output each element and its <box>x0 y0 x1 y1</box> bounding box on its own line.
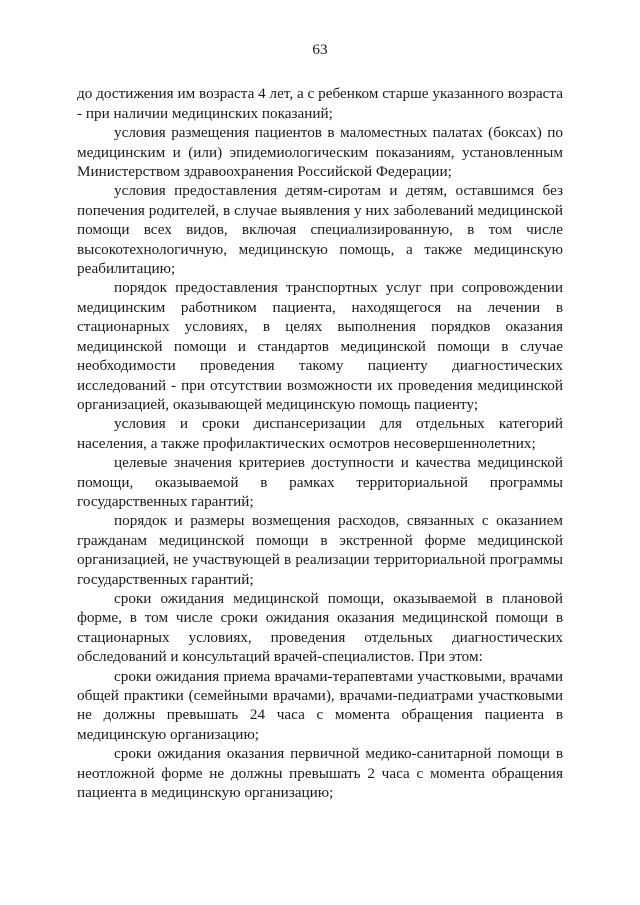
paragraph: сроки ожидания оказания первичной медико-санитарной помощи в неотложной форме не должны превышать 2 часа с момента обращения пациента в медицинскую организацию; <box>77 745 563 802</box>
paragraph: до достижения им возраста 4 лет, а с ребенком старше указанного возраста - при наличии медицинских показаний; <box>77 85 563 122</box>
page-number: 63 <box>312 41 328 58</box>
paragraph: условия предоставления детям-сиротам и детям, оставшимся без попечения родителей, в случае выявления у них заболеваний медицинской помощи всех видов, включая специализированную, в том числе высокотехнологичную, медицинскую помощь, а также медицинскую реабилитацию; <box>77 182 563 278</box>
paragraph: сроки ожидания медицинской помощи, оказываемой в плановой форме, в том числе сроки ожидания оказания медицинской помощи в стационарных условиях, проведения отдельных диагностических обследований и консультаций врачей-специалистов. При этом: <box>77 589 563 666</box>
paragraph: условия и сроки диспансеризации для отдельных категорий населения, а также профилактических осмотров несовершеннолетних; <box>77 415 563 452</box>
paragraph: условия размещения пациентов в маломестных палатах (боксах) по медицинским и (или) эпидемиологическим показаниям, установленным Министерством здравоохранения Российской Федерации; <box>77 124 563 181</box>
paragraph: сроки ожидания приема врачами-терапевтами участковыми, врачами общей практики (семейными врачами), врачами-педиатрами участковыми не должны превышать 24 часа с момента обращения пациента в медицинскую организацию; <box>77 667 563 743</box>
paragraph: порядок предоставления транспортных услуг при сопровождении медицинским работником пациента, находящегося на лечении в стационарных условиях, в целях выполнения порядков оказания медицинской помощи и стандартов медицинской помощи в случае необходимости проведения такому пациенту диагностических исследований - при отсутствии возможности их проведения медицинской организацией, оказывающей медицинскую помощь пациенту; <box>77 279 563 413</box>
paragraph: порядок и размеры возмещения расходов, связанных с оказанием гражданам медицинской помощи в экстренной форме медицинской организацией, не участвующей в реализации территориальной программы государственных гарантий; <box>77 512 563 588</box>
body-text <box>77 84 563 802</box>
paragraph: целевые значения критериев доступности и качества медицинской помощи, оказываемой в рамках территориальной программы государственных гарантий; <box>77 454 563 510</box>
